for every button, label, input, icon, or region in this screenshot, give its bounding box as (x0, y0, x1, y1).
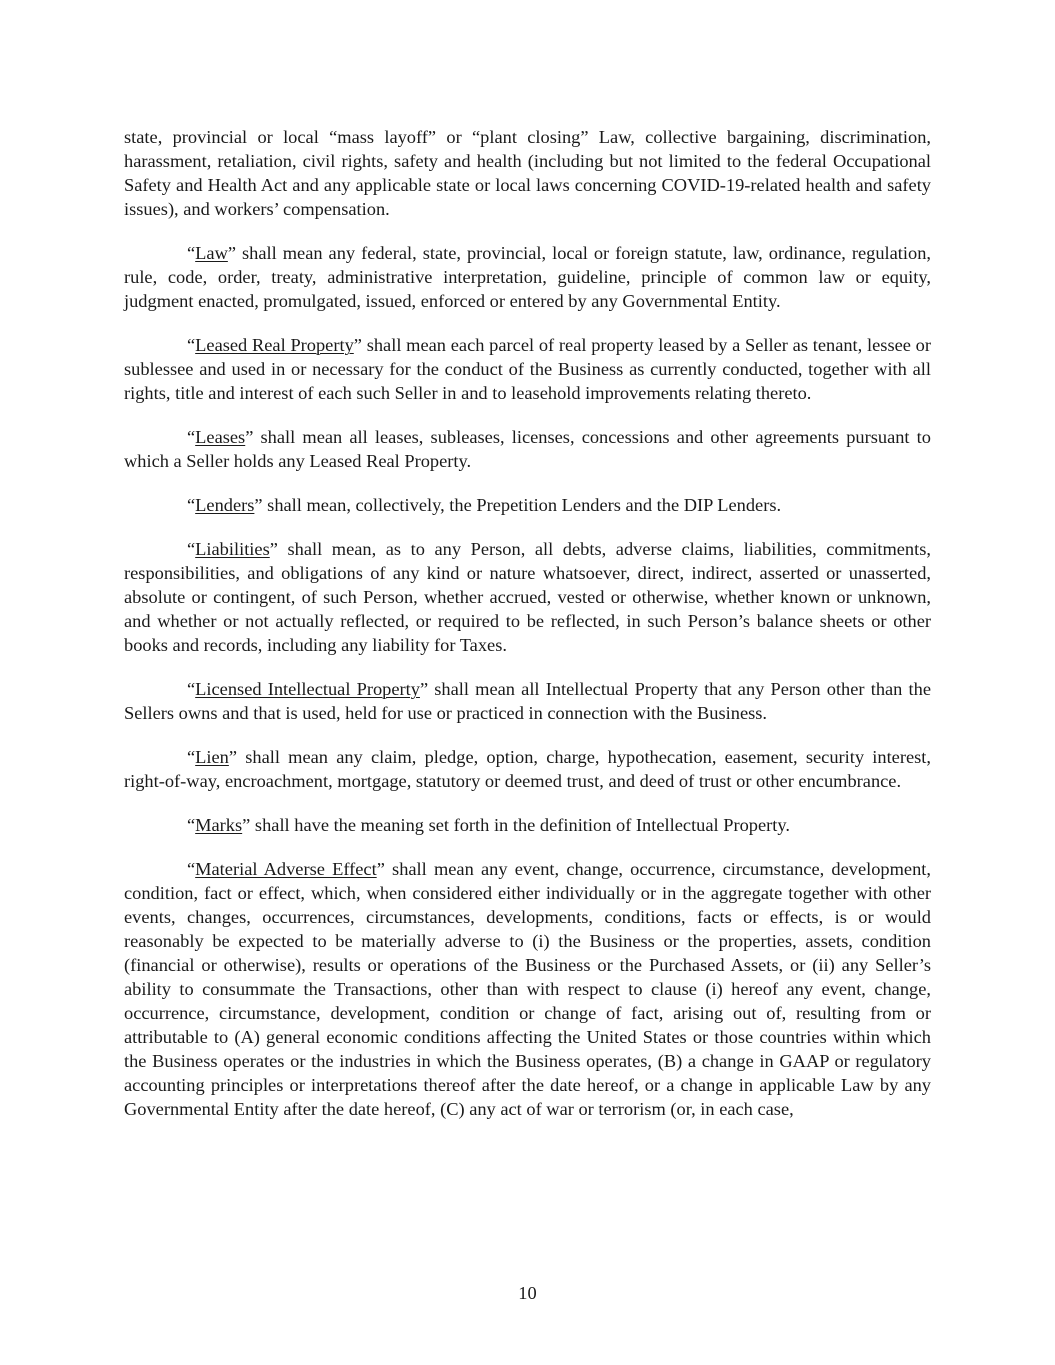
defined-term: Leases (195, 427, 246, 447)
defined-term: Licensed Intellectual Property (195, 679, 420, 699)
definition-text: ” shall mean, collectively, the Prepetition Lenders and the DIP Lenders. (254, 495, 782, 515)
defined-term: Liabilities (195, 539, 270, 559)
definition-text: ” shall mean each parcel of real property leased by a Seller as tenant, lessee or sublessee and used in or necessary for the conduct of the Business as currently conducted, together with all rights, title and interest of each such Seller in and to leasehold improvements relating thereto. (124, 335, 931, 403)
open-quote: “ (187, 679, 196, 699)
definition-text: ” shall mean, as to any Person, all debts, adverse claims, liabilities, commitments, responsibilities, and obligations of any kind or nature whatsoever, direct, indirect, asserted or unasserted, absolute or contingent, of such Person, whether accrued, vested or otherwise, whether known or unknown, and whether or not actually reflected, or required to be reflected, in such Person’s balance sheets or other books and records, including any liability for Taxes. (124, 539, 931, 655)
definition-liabilities (124, 537, 931, 657)
definition-text: ” shall have the meaning set forth in the definition of Intellectual Property. (242, 815, 790, 835)
definition-lenders (124, 493, 931, 517)
definition-leases (124, 425, 931, 473)
open-quote: “ (187, 495, 196, 515)
definition-text: ” shall mean all Intellectual Property that any Person other than the Sellers owns and that is used, held for use or practiced in connection with the Business. (124, 679, 931, 723)
definition-text: ” shall mean any federal, state, provincial, local or foreign statute, law, ordinance, regulation, rule, code, order, treaty, administrative interpretation, guideline, principle of common law or equity, judgment enacted, promulgated, issued, enforced or entered by any Governmental Entity. (124, 243, 931, 311)
defined-term: Marks (195, 815, 243, 835)
definition-material-adverse-effect (124, 857, 931, 1121)
paragraph-continuation (124, 125, 931, 221)
paragraph-text: state, provincial or local “mass layoff” or “plant closing” Law, collective bargaining, discrimination, harassment, retaliation, civil rights, safety and health (including but not limited to the federal Occupational Safety and Health Act and any applicable state or local laws concerning COVID-19-related health and safety issues), and workers’ compensation. (124, 127, 931, 219)
definition-text: ” shall mean any event, change, occurrence, circumstance, development, condition, fact or effect, which, when considered either individually or in the aggregate together with other events, changes, occurrences, circumstances, developments, conditions, facts or effects, is or would reasonably be expected to be materially adverse to (i) the Business or the properties, assets, condition (financial or otherwise), results or operations of the Business or the Purchased Assets, or (ii) any Seller’s ability to consummate the Transactions, other than with respect to clause (i) hereof any event, change, occurrence, circumstance, development, condition or change of fact, arising out of, resulting from or attributable to (A) general economic conditions affecting the United States or those countries within which the Business operates or the industries in which the Business operates, (B) a change in GAAP or regulatory accounting principles or interpretations thereof after the date hereof, or a change in applicable Law by any Governmental Entity after the date hereof, (C) any act of war or terrorism (or, in each case, (124, 859, 931, 1119)
definition-text: ” shall mean all leases, subleases, licenses, concessions and other agreements pursuant to which a Seller holds any Leased Real Property. (124, 427, 931, 471)
defined-term: Leased Real Property (195, 335, 354, 355)
open-quote: “ (187, 747, 196, 767)
open-quote: “ (187, 539, 196, 559)
definition-lien (124, 745, 931, 793)
open-quote: “ (187, 335, 196, 355)
open-quote: “ (187, 815, 196, 835)
definition-marks (124, 813, 931, 837)
open-quote: “ (187, 243, 196, 263)
open-quote: “ (187, 427, 196, 447)
defined-term: Material Adverse Effect (195, 859, 377, 879)
definition-text: ” shall mean any claim, pledge, option, charge, hypothecation, easement, security interest, right-of-way, encroachment, mortgage, statutory or deemed trust, and deed of trust or other encumbrance. (124, 747, 931, 791)
definition-law (124, 241, 931, 313)
defined-term: Lien (195, 747, 229, 767)
definition-leased-real-property (124, 333, 931, 405)
defined-term: Law (195, 243, 228, 263)
page-body (124, 125, 931, 1141)
page-number: 10 (518, 1283, 537, 1303)
open-quote: “ (187, 859, 196, 879)
definition-licensed-intellectual-property (124, 677, 931, 725)
defined-term: Lenders (195, 495, 255, 515)
